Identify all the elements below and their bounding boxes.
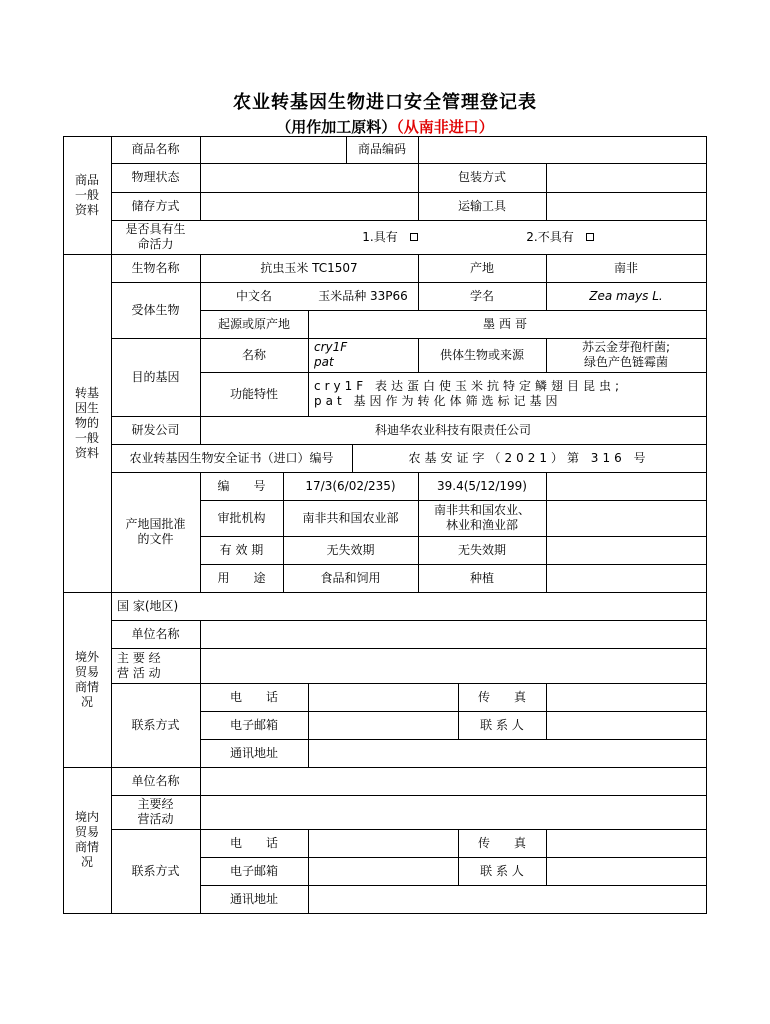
number-value-1: 17/3(6/02/235) <box>305 478 396 493</box>
overseas-email-label: 电子邮箱 <box>229 717 278 732</box>
overseas-unit-field[interactable] <box>200 620 706 648</box>
transport-label: 运输工具 <box>457 198 506 213</box>
checkbox-icon[interactable] <box>586 233 594 241</box>
product-name-label: 商品名称 <box>131 142 180 156</box>
developer-value: 科迪华农业科技有限责任公司 <box>374 422 531 437</box>
origin-label: 产地 <box>469 260 494 275</box>
viability-no-option[interactable]: 2.不具有 <box>500 220 620 254</box>
approval-docs-label: 产地国批准 的文件 <box>125 517 186 546</box>
storage-label: 储存方式 <box>131 198 180 213</box>
use-value-2: 种植 <box>469 570 494 585</box>
target-gene-label: 目的基因 <box>131 369 180 384</box>
function-label: 功能特性 <box>229 386 278 401</box>
physical-state-label: 物理状态 <box>131 170 180 184</box>
gene-name-label: 名称 <box>241 347 266 362</box>
domestic-fax-label: 传 真 <box>477 835 526 850</box>
domestic-contact-label: 联系方式 <box>131 863 180 878</box>
section-4-group-label: 境内 贸易 商情 况 <box>74 810 99 869</box>
chinese-name-value: 玉米品种 33P66 <box>318 288 408 303</box>
domestic-email-label: 电子邮箱 <box>229 863 278 878</box>
overseas-contact-person-label: 联 系 人 <box>480 717 524 732</box>
grid-line <box>546 472 547 593</box>
viability-yes-option[interactable]: 1.具有 <box>340 220 440 254</box>
overseas-contact-person-field[interactable] <box>546 711 706 739</box>
certificate-value: 农基安证字（2021）第 316 号 <box>408 450 650 465</box>
scientific-name-label: 学名 <box>469 288 494 303</box>
authority-label: 审批机构 <box>217 510 266 525</box>
overseas-fax-label: 传 真 <box>477 689 526 704</box>
authority-value-1: 南非共和国农业部 <box>302 510 399 525</box>
overseas-business-label: 主 要 经 营 活 动 <box>117 650 161 680</box>
overseas-country-field[interactable] <box>200 592 706 620</box>
chinese-name-label: 中文名 <box>235 288 272 303</box>
overseas-unit-label: 单位名称 <box>131 626 180 641</box>
overseas-address-field[interactable] <box>308 739 706 767</box>
organism-name-value: 抗虫玉米 TC1507 <box>260 260 358 275</box>
domestic-address-field[interactable] <box>308 885 706 913</box>
subtitle-note: （从南非进口） <box>396 118 494 136</box>
storage-field[interactable] <box>200 192 418 220</box>
checkbox-icon[interactable] <box>410 233 418 241</box>
subtitle-main: （用作加工原料） <box>276 118 397 136</box>
source-origin-value: 墨西哥 <box>482 316 531 331</box>
section-1-group-label: 商品 一般 资料 <box>74 172 99 217</box>
domestic-contact-person-label: 联 系 人 <box>480 863 524 878</box>
viability-label: 是否具有生 命活力 <box>125 222 186 251</box>
domestic-phone-field[interactable] <box>308 829 458 857</box>
domestic-email-field[interactable] <box>308 857 458 885</box>
domestic-address-label: 通讯地址 <box>229 891 278 906</box>
scientific-name-value: Zea mays L. <box>589 288 663 303</box>
overseas-email-field[interactable] <box>308 711 458 739</box>
use-label: 用 途 <box>217 570 266 585</box>
overseas-business-field[interactable] <box>200 648 706 683</box>
number-label: 编 号 <box>217 478 266 493</box>
overseas-country-label: 国 家(地区) <box>117 598 179 613</box>
recipient-label: 受体生物 <box>131 302 180 317</box>
packaging-field[interactable] <box>546 163 706 192</box>
use-value-1: 食品和饲用 <box>320 570 381 585</box>
domestic-phone-label: 电 话 <box>229 835 278 850</box>
source-origin-label: 起源或原产地 <box>217 316 290 331</box>
overseas-contact-label: 联系方式 <box>131 717 180 732</box>
overseas-phone-field[interactable] <box>308 683 458 711</box>
overseas-fax-field[interactable] <box>546 683 706 711</box>
domestic-business-field[interactable] <box>200 795 706 829</box>
packaging-label: 包装方式 <box>457 170 506 184</box>
domestic-unit-field[interactable] <box>200 767 706 795</box>
section-3-group-label: 境外 贸易 商情 况 <box>74 649 99 709</box>
grid-line <box>706 136 707 914</box>
overseas-phone-label: 电 话 <box>229 689 278 704</box>
number-value-2: 39.4(5/12/199) <box>437 478 527 493</box>
product-name-field[interactable] <box>200 136 346 163</box>
domestic-contact-person-field[interactable] <box>546 857 706 885</box>
overseas-address-label: 通讯地址 <box>229 745 278 760</box>
certificate-label: 农业转基因生物安全证书（进口）编号 <box>129 450 334 465</box>
physical-state-field[interactable] <box>200 163 418 192</box>
domestic-business-label: 主要经 营活动 <box>137 797 174 826</box>
product-code-label: 商品编码 <box>357 142 406 156</box>
origin-value: 南非 <box>613 260 638 275</box>
product-code-field[interactable] <box>418 136 706 163</box>
function-value: cry1F 表达蛋白使玉米抗特定鳞翅目昆虫; pat 基因作为转化体筛选标记基因 <box>314 379 624 408</box>
organism-name-label: 生物名称 <box>131 260 180 275</box>
validity-value-2: 无失效期 <box>457 542 506 557</box>
authority-value-2: 南非共和国农业、 林业和渔业部 <box>433 503 530 532</box>
donor-label: 供体生物或来源 <box>439 347 524 362</box>
transport-field[interactable] <box>546 192 706 220</box>
developer-label: 研发公司 <box>131 422 180 437</box>
gene-name-value: cry1F pat <box>314 340 348 369</box>
donor-value: 苏云金芽孢杆菌; 绿色产色链霉菌 <box>581 340 671 369</box>
page-title: 农业转基因生物进口安全管理登记表 <box>233 92 537 113</box>
section-2-group-label: 转基 因生 物的 一般 资料 <box>74 385 99 460</box>
domestic-unit-label: 单位名称 <box>131 773 180 788</box>
validity-label: 有 效 期 <box>219 542 264 557</box>
grid-line <box>63 913 707 914</box>
domestic-fax-field[interactable] <box>546 829 706 857</box>
validity-value-1: 无失效期 <box>326 542 375 557</box>
